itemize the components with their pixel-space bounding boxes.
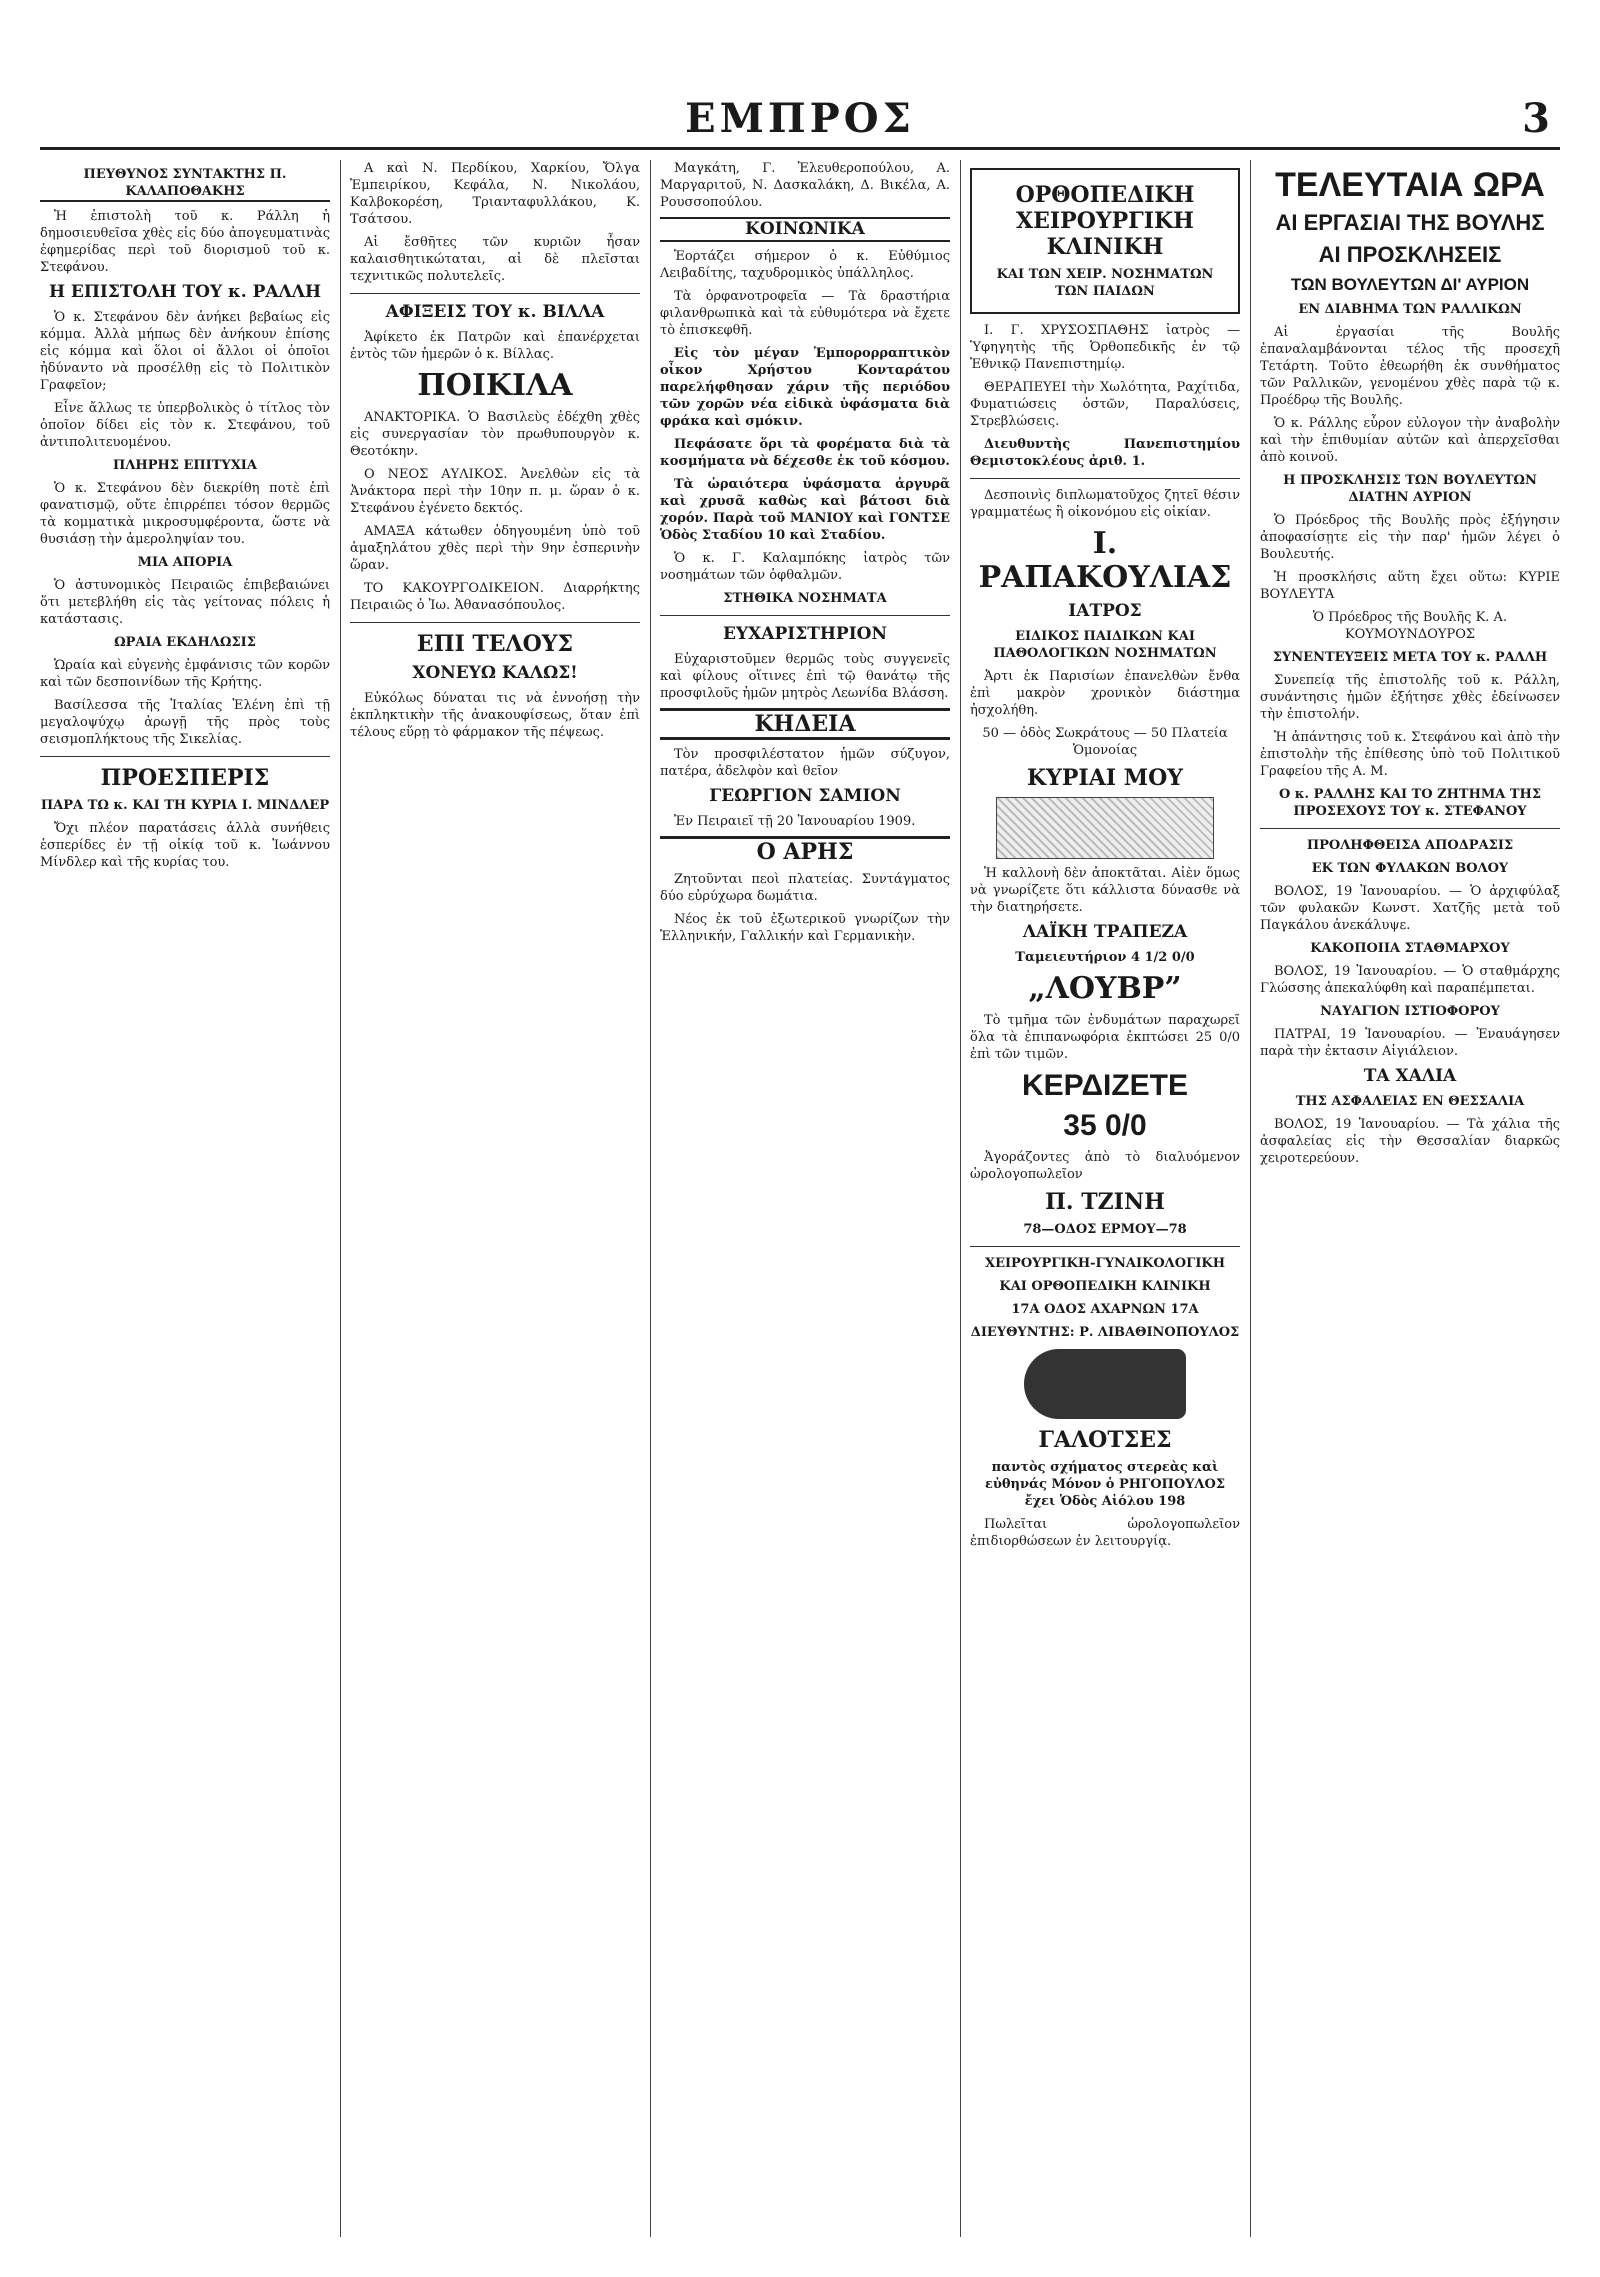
page-number: 3 [1522, 95, 1550, 142]
section-heading: ΣΤΗΘΙΚΑ ΝΟΣΗΜΑΤΑ [723, 591, 887, 606]
column-rule [650, 160, 651, 2237]
section-heading: Η ΠΡΟΣΚΛΗΣΙΣ ΤΩΝ ΒΟΥΛΕΥΤΩΝ ΔΙΑΤΗΝ ΑΥΡΙΟΝ [1283, 473, 1537, 505]
ad-heading: ΓΑΛΟΤΣΕΣ [1038, 1427, 1172, 1453]
article-paragraph: ΒΟΛΟΣ, 19 Ἰανουαρίου. — Τὰ χάλια τῆς ἀσφαλείας εἰς τὴν Θεσσαλίαν διαρκῶς χειροτερεύουν. [1260, 1117, 1560, 1166]
article-paragraph: Ὁ κ. Ράλλης εὗρον εὐλογον τὴν ἀναβολὴν καὶ τὴν ἐπιθυμίαν αὐτῶν καὶ ἀπερχεῖσθαι ἀπὸ κοινοῦ. [1260, 416, 1560, 465]
article-paragraph: ΒΟΛΟΣ, 19 Ἰανουαρίου. — Ὁ σταθμάρχης Γλώσσης ἀπεκαλύφθη καὶ παραπέμπεται. [1260, 964, 1560, 996]
article-paragraph: Νέος ἐκ τοῦ ἐξωτερικοῦ γνωρίζων τὴν Ἑλληνικήν, Γαλλικήν καὶ Γερμανικὴν. [660, 912, 950, 944]
column-rule [340, 160, 341, 2237]
section-heading: Ο κ. ΡΑΛΛΗΣ ΚΑΙ ΤΟ ΖΗΤΗΜΑ ΤΗΣ ΠΡΟΣΕΧΟΥΣ ΤΟΥ κ. ΣΤΕΦΑΝΟΥ [1278, 787, 1542, 819]
divider [40, 756, 330, 757]
section-heading: ΜΙΑ ΑΠΟΡΙΑ [137, 555, 233, 570]
article-paragraph: Ἀφίκετο ἐκ Πατρῶν καὶ ἐπανέρχεται ἐντὸς τῶν ἡμερῶν ὁ κ. Βίλλας. [350, 330, 640, 362]
ad-heading: ΛΑΪΚΗ ΤΡΑΠΕΖΑ [1022, 922, 1188, 942]
ad-heading: ΕΠΙ ΤΕΛΟΥΣ [416, 631, 574, 657]
section-heading: ΩΡΑΙΑ ΕΚΔΗΛΩΣΙΣ [114, 635, 256, 650]
article-paragraph: Ὁ Πρόεδρος τῆς Βουλῆς Κ. Α. ΚΟΥΜΟΥΝΔΟΥΡΟΣ [1312, 610, 1508, 642]
divider [350, 293, 640, 294]
article-paragraph: Ἡ ἐπιστολὴ τοῦ κ. Ράλλη ἡ δημοσιευθεῖσα χθὲς εἰς δύο ἀπογευματινὰς ἐφημερίδας περὶ τοῦ διορισμοῦ τοῦ κ. Στεφάνου. [40, 209, 330, 275]
column-1 [40, 160, 330, 2237]
ad-paragraph: Ἀρτι ἐκ Παρισίων ἐπανελθὼν ἔνθα ἐπὶ μακρὸν χρονικὸν διάστημα ἠσχολήθη. [970, 669, 1240, 718]
divider [350, 622, 640, 623]
article-paragraph: Τὰ ὀρφανοτροφεῖα — Τὰ δραστήρια φιλανθρωπικὰ καὶ τὰ εὐθυμότερα νὰ ἔχετε τὸ ἐπισκεφθῆ. [660, 289, 950, 338]
portrait-illustration [996, 797, 1214, 859]
ad-heading: ΧΕΙΡΟΥΡΓΙΚΗ-ΓΥΝΑΙΚΟΛΟΓΙΚΗ [984, 1256, 1225, 1271]
section-heading: ΕΥΧΑΡΙΣΤΗΡΙΟΝ [722, 624, 888, 644]
article-paragraph: Ὁ ἀστυνομικὸς Πειραιῶς ἐπιβεβαιώνει ὅτι μετεβλήθη εἰς τὰς γείτονας πόλεις ἡ κατάστασις. [40, 578, 330, 627]
deceased-name: ΓΕΩΡΓΙΟΝ ΣΑΜΙΟΝ [709, 786, 901, 806]
column-3 [660, 160, 950, 2237]
article-paragraph: Τὸν προσφιλέστατον ἡμῶν σύζυγον, πατέρα, ἀδελφὸν καὶ θεῖον [660, 747, 950, 779]
divider [660, 615, 950, 616]
masthead [40, 95, 1560, 150]
article-paragraph: Ζητοῦνται πεοὶ πλατείας. Συντάγματος δύο εὐρύχωρα δωμάτια. [660, 872, 950, 904]
section-heading: ΑΦΙΞΕΙΣ ΤΟΥ κ. ΒΙΛΛΑ [385, 302, 605, 322]
article-paragraph: ΑΝΑΚΤΟΡΙΚΑ. Ὁ Βασιλεὺς ἐδέχθη χθὲς εἰς συνεργασίαν τὸν πρωθυπουργὸν κ. Θεοτόκην. [350, 410, 640, 459]
ad-heading: ΚΕΡΔΙΖΕΤΕ [1021, 1069, 1189, 1102]
article-paragraph: Ἐν Πειραιεῖ τῇ 20 Ἰανουαρίου 1909. [674, 814, 916, 829]
ad-paragraph: Πωλεῖται ὡρολογοπωλεῖον ἐπιδιορθώσεων ἐν λειτουργίᾳ. [970, 1517, 1240, 1549]
section-heading: Ο ΑΡΗΣ [660, 836, 950, 865]
subheadline: ΕΝ ΔΙΑΒΗΜΑ ΤΩΝ ΡΑΛΛΙΚΩΝ [1298, 302, 1522, 317]
article-paragraph: Ἡ ἀπάντησις τοῦ κ. Στεφάνου καὶ ἀπὸ τὴν ἐπιστολὴν τῆς ἐπίθεσης ὑπὸ τοῦ Πολιτικοῦ Γραφείου τῆς Α. Μ. [1260, 730, 1560, 779]
section-heading: ΣΥΝΕΝΤΕΥΞΕΙΣ ΜΕΤΑ ΤΟΥ κ. ΡΑΛΛΗ [1272, 650, 1548, 665]
ad-subheading: ΚΑΙ ΤΩΝ ΧΕΙΡ. ΝΟΣΗΜΑΤΩΝ ΤΩΝ ΠΑΙΔΩΝ [996, 267, 1214, 299]
section-subheading: ΠΑΡΑ ΤΩ κ. ΚΑΙ ΤΗ ΚΥΡΙΑ Ι. ΜΙΝΔΛΕΡ [40, 798, 330, 813]
article-paragraph: Α καὶ Ν. Περδίκου, Χαρκίου, Ὄλγα Ἐμπειρίκου, Κεφάλα, Ν. Νικολάου, Καλβοκορέση, Τριανταφυλλάκου, Κ. Τσάτσου. [350, 161, 640, 227]
article-paragraph: Ὁ κ. Στεφάνου δὲν διεκρίθη ποτὲ ἐπὶ φανατισμῷ, οὔτε ἐπιρρέπει τόσον θερμῶς τὰ κομματικὰ μικροσυμφέροντα, ὥστε νὰ θυσιάσῃ τὴν ἀμεροληψίαν του. [40, 481, 330, 547]
ad-discount: 35 0/0 [1063, 1109, 1147, 1142]
article-paragraph: Ὡραία καὶ εὐγενὴς ἐμφάνισις τῶν κορῶν καὶ τῶν δεσποινίδων τῆς Κρήτης. [40, 658, 330, 690]
newspaper-title: ΕΜΠΡΟΣ [685, 95, 915, 142]
article-paragraph: ΒΟΛΟΣ, 19 Ἰανουαρίου. — Ὁ ἀρχιφύλαξ τῶν φυλακῶν Κωνστ. Χατζῆς μετὰ τοῦ Παγκάλου ἀνεκάλυψε. [1260, 884, 1560, 933]
article-paragraph: Αἱ ἐργασίαι τῆς Βουλῆς ἐπαναλαμβάνονται τέλος τῆς προσεχῆ Τετάρτη. Τοῦτο ἐθεωρήθη ἐκ συνθήματος τῶν Ραλλικῶν, γενομένου χθὲς παρὰ τῷ κ. Προέδρῳ τῆς Βουλῆς. [1260, 325, 1560, 408]
article-paragraph: ΤΟ ΚΑΚΟΥΡΓΟΔΙΚΕΙΟΝ. Διαρρήκτης Πειραιῶς ὁ Ἰω. Ἀθανασόπουλος. [350, 581, 640, 613]
headline: ΤΕΛΕΥΤΑΙΑ ΩΡΑ [1275, 166, 1545, 204]
headline: ΤΩΝ ΒΟΥΛΕΥΤΩΝ ΔΙ' ΑΥΡΙΟΝ [1290, 275, 1530, 294]
article-paragraph: Ἡ προσκλήσις αὕτη ἔχει οὕτω: ΚΥΡΙΕ ΒΟΥΛΕΥΤΑ [1260, 570, 1560, 602]
ad-paragraph: Τὸ τμῆμα τῶν ἐνδυμάτων παραχωρεῖ ὅλα τὰ ἐπιπανωφόρια ἐκπτώσει 25 0/0 ἐπὶ τῶν τιμῶν. [970, 1013, 1240, 1062]
column-4 [970, 160, 1240, 2237]
funeral-heading: ΚΗΔΕΙΑ [660, 708, 950, 740]
ad-paragraph: Ι. Γ. ΧΡΥΣΟΣΠΑΘΗΣ ἰατρὸς — Ὑφηγητὴς τῆς Ὀρθοπεδικῆς ἐν τῷ Ἐθνικῷ Πανεπιστημίῳ. [970, 323, 1240, 372]
article-paragraph: Ο ΝΕΟΣ ΑΥΛΙΚΟΣ. Ἀνελθὼν εἰς τὰ Ἀνάκτορα περὶ τὴν 10ην π. μ. ὥραν ὁ κ. Στεφάνου ἐγένετο δεκτός. [350, 467, 640, 516]
article-paragraph: Συνεπείᾳ τῆς ἐπιστολῆς τοῦ κ. Ράλλη, συνάντησις ἡμῶν ἐξήτησε χθὲς ἐδείνωσεν τὴν ἐπιστολήν. [1260, 673, 1560, 722]
article-paragraph: ΑΜΑΞΑ κάτωθεν ὀδηγουμένη ὑπὸ τοῦ ἁμαξηλάτου χθὲς περὶ τὴν 9ην ἐσπερινὴν ὥραν. [350, 524, 640, 573]
ad-paragraph: Ἡ καλλονὴ δὲν ἀποκτᾶται. Αἰὲν ὅμως νὰ γνωρίζετε ὅτι κάλλιστα δύνασθε νὰ τὴν διατηρήσετε. [970, 866, 1240, 915]
editor-line: ΠΕΥΘΥΝΟΣ ΣΥΝΤΑΚΤΗΣ Π. ΚΑΛΑΠΟΘΑΚΗΣ [40, 166, 330, 202]
ad-paragraph: Εἰς τὸν μέγαν Ἐμπορορραπτικὸν οἶκον Χρήστου Κονταράτου παρελήφθησαν χάριν τῆς περιόδου τῶν χορῶν νέα εἰδικὰ ὑφάσματα διὰ φράκα καὶ σμόκιν. [660, 346, 950, 429]
column-rule [960, 160, 961, 2237]
ad-heading: Ι. ΡΑΠΑΚΟΥΛΙΑΣ [978, 526, 1232, 595]
article-paragraph: Μαγκάτη, Γ. Ἐλευθεροπούλου, Α. Μαργαριτοῦ, Ν. Δασκαλάκη, Δ. Βικέλα, Α. Ρουσσοπούλου. [660, 161, 950, 210]
article-paragraph: Ὄχι πλέον παρατάσεις ἀλλὰ συνήθεις ἑσπερίδες ἐν τῇ οἰκίᾳ τοῦ κ. Ἰωάννου Μίνδλερ καὶ τῆς κυρίας του. [40, 821, 330, 870]
section-heading: ΠΡΟΛΗΦΘΕΙΣΑ ΑΠΟΔΡΑΣΙΣ [1306, 838, 1514, 853]
article-paragraph: Ὁ κ. Γ. Καλαμπόκης ἰατρὸς τῶν νοσημάτων τῶν ὀφθαλμῶν. [660, 551, 950, 583]
ad-paragraph: Διευθυντὴς Πανεπιστημίου Θεμιστοκλέους ἀριθ. 1. [970, 437, 1240, 469]
ad-heading: „ΛΟΥΒΡ” [1028, 971, 1182, 1006]
headline: ΑΙ ΕΡΓΑΣΙΑΙ ΤΗΣ ΒΟΥΛΗΣ [1275, 210, 1545, 235]
headline: ΑΙ ΠΡΟΣΚΛΗΣΕΙΣ [1318, 242, 1502, 267]
ad-paragraph: Τὰ ὡραιότερα ὑφάσματα ἀργυρᾶ καὶ χρυσᾶ καθὼς καὶ βάτοσι διὰ χορόν. Παρὰ τοῦ ΜΑΝΙΟΥ καὶ ΓΟΝΤΣΕ Ὁδὸς Σταδίου 10 καὶ Σταδίου. [660, 477, 950, 543]
ad-subheading: ΚΑΙ ΟΡΘΟΠΕΔΙΚΗ ΚΛΙΝΙΚΗ [999, 1279, 1211, 1294]
section-heading: ΚΑΚΟΠΟΙΙΑ ΣΤΑΘΜΑΡΧΟΥ [1310, 941, 1510, 956]
section-heading: ΤΑ ΧΑΛΙΑ [1363, 1066, 1457, 1086]
divider [970, 478, 1240, 479]
article-paragraph: ΠΑΤΡΑΙ, 19 Ἰανουαρίου. — Ἐναυάγησεν παρὰ τὴν ἐκτασιν Αἰγιάλειον. [1260, 1027, 1560, 1059]
ad-paragraph: ΘΕΡΑΠΕΥΕΙ τὴν Χωλότητα, Ραχίτιδα, Φυματιώσεις ὀστῶν, Παραλύσεις, Στρεβλώσεις. [970, 380, 1240, 429]
ad-paragraph: παντὸς σχήματος στερεὰς καὶ εὐθηνάς Μόνον ὁ ΡΗΓΟΠΟΥΛΟΣ ἔχει Ὁδὸς Αἰόλου 198 [984, 1460, 1226, 1509]
article-paragraph: Αἱ ἔσθῆτες τῶν κυριῶν ἦσαν καλαισθητικώταται, αἱ δὲ πλεῖσται τεχνιτικῶς πολυτελεῖς. [350, 235, 640, 284]
section-subheading: ΕΚ ΤΩΝ ΦΥΛΑΚΩΝ ΒΟΛΟΥ [1311, 861, 1509, 876]
ad-subheading: Ταμειευτήριον 4 1/2 0/0 [1015, 950, 1195, 965]
divider [970, 1246, 1240, 1247]
ad-heading: ΚΥΡΙΑΙ ΜΟΥ [1027, 765, 1183, 791]
column-rule [1250, 160, 1251, 2237]
section-heading: ΚΟΙΝΩΝΙΚΑ [660, 217, 950, 242]
column-2 [350, 160, 640, 2237]
article-paragraph: Ὁ κ. Στεφάνου δὲν ἀνήκει βεβαίως εἰς κόμμα. Ἀλλὰ μήπως δὲν ἀνήκουν ἐπίσης εἰς κόμμα καὶ ὅλοι οἱ ἄλλοι οἱ ὁποῖοι ἠδύναντο νὰ προσέλθῃ εἰς τὸ Πολιτικὸν Γραφεῖον; [40, 310, 330, 393]
article-paragraph: Ὁ Πρόεδρος τῆς Βουλῆς πρὸς ἐξήγησιν ἀποφασίσῃτε εἰς τὴν παρ' ἡμῶν λέγει ὁ Βουλευτής. [1260, 513, 1560, 562]
ad-subheading: ΧΟΝΕΥΩ ΚΑΛΩΣ! [412, 663, 578, 683]
article-paragraph: Βασίλεσσα τῆς Ἰταλίας Ἑλένη ἐπὶ τῇ μεγαλοψύχῳ ἀρωγῇ τῆς πρὸς τοὺς σεισμοπλήκτους τῆς Σικελίας. [40, 698, 330, 747]
ad-paragraph: 50 — ὁδὸς Σωκράτους — 50 Πλατεία Ὁμονοίας [982, 726, 1228, 758]
article-paragraph: Εὐχαριστοῦμεν θερμῶς τοὺς συγγενεῖς καὶ φίλους οἵτινες ἐπὶ τῷ θανάτῳ τῆς προσφιλοῦς ἡμῶν μητρὸς Λεωνίδα Βλάσση. [660, 652, 950, 701]
ad-box [970, 168, 1240, 314]
divider [1260, 828, 1560, 829]
galoshes-illustration [1024, 1349, 1186, 1419]
section-heading: ΝΑΥΑΓΙΟΝ ΙΣΤΙΟΦΟΡΟΥ [1320, 1004, 1500, 1019]
section-heading: ΠΟΙΚΙΛΑ [417, 368, 573, 403]
ad-address: 17Α ΟΔΟΣ ΑΧΑΡΝΩΝ 17Α [1011, 1302, 1199, 1317]
article-paragraph: Ἑορτάζει σήμερον ὁ κ. Εὐθύμιος Λειβαδίτης, ταχυδρομικὸς ὑπάλληλος. [660, 249, 950, 281]
ad-director: ΔΙΕΥΘΥΝΤΗΣ: Ρ. ΛΙΒΑΘΙΝΟΠΟΥΛΟΣ [970, 1325, 1240, 1340]
ad-address: 78—ΟΔΟΣ ΕΡΜΟΥ—78 [1023, 1222, 1187, 1237]
ad-paragraph: Πεφάσατε ὅρι τὰ φορέματα διὰ τὰ κοσμήματα νὰ δέχεσθε ἐκ τοῦ κόσμου. [660, 437, 950, 469]
section-heading: ΠΡΟΕΣΠΕΡΙΣ [100, 765, 270, 791]
ad-paragraph: Ἀγοράζοντες ἀπὸ τὸ διαλυόμενον ὡρολογοπωλεῖον [970, 1150, 1240, 1182]
section-subheading: ΤΗΣ ΑΣΦΑΛΕΙΑΣ ΕΝ ΘΕΣΣΑΛΙΑ [1295, 1094, 1525, 1109]
section-heading: Η ΕΠΙΣΤΟΛΗ ΤΟΥ κ. ΡΑΛΛΗ [48, 282, 322, 302]
ad-paragraph: Δεσποινὶς διπλωματοῦχος ζητεῖ θέσιν γραμματέως ἢ οἰκονόμου εἰς οἰκίαν. [970, 488, 1240, 520]
ad-subheading: ΙΑΤΡΟΣ [1068, 601, 1142, 621]
ad-paragraph: Εὐκόλως δύναται τις νὰ ἐννοήσῃ τὴν ἐκπληκτικὴν τῆς ἀνακουφίσεως, ὅταν ἐπὶ τέλους εὕρῃ τὸ φάρμακον τῆς πέψεως. [350, 691, 640, 740]
ad-heading: ΟΡΘΟΠΕΔΙΚΗ ΧΕΙΡΟΥΡΓΙΚΗ ΚΛΙΝΙΚΗ [1015, 182, 1195, 260]
section-heading: ΠΛΗΡΗΣ ΕΠΙΤΥΧΙΑ [113, 458, 257, 473]
column-5 [1260, 160, 1560, 2237]
ad-subheading: ΕΙΔΙΚΟΣ ΠΑΙΔΙΚΩΝ ΚΑΙ ΠΑΘΟΛΟΓΙΚΩΝ ΝΟΣΗΜΑΤΩΝ [993, 629, 1217, 661]
ad-heading: Π. ΤΖΙΝΗ [1045, 1189, 1165, 1215]
article-paragraph: Εἶνε ἄλλως τε ὑπερβολικὸς ὁ τίτλος τὸν ὁποῖον δίδει εἰς τὸν κ. Στεφάνου, τοῦ ἀντιπολιτευομένου. [40, 401, 330, 450]
